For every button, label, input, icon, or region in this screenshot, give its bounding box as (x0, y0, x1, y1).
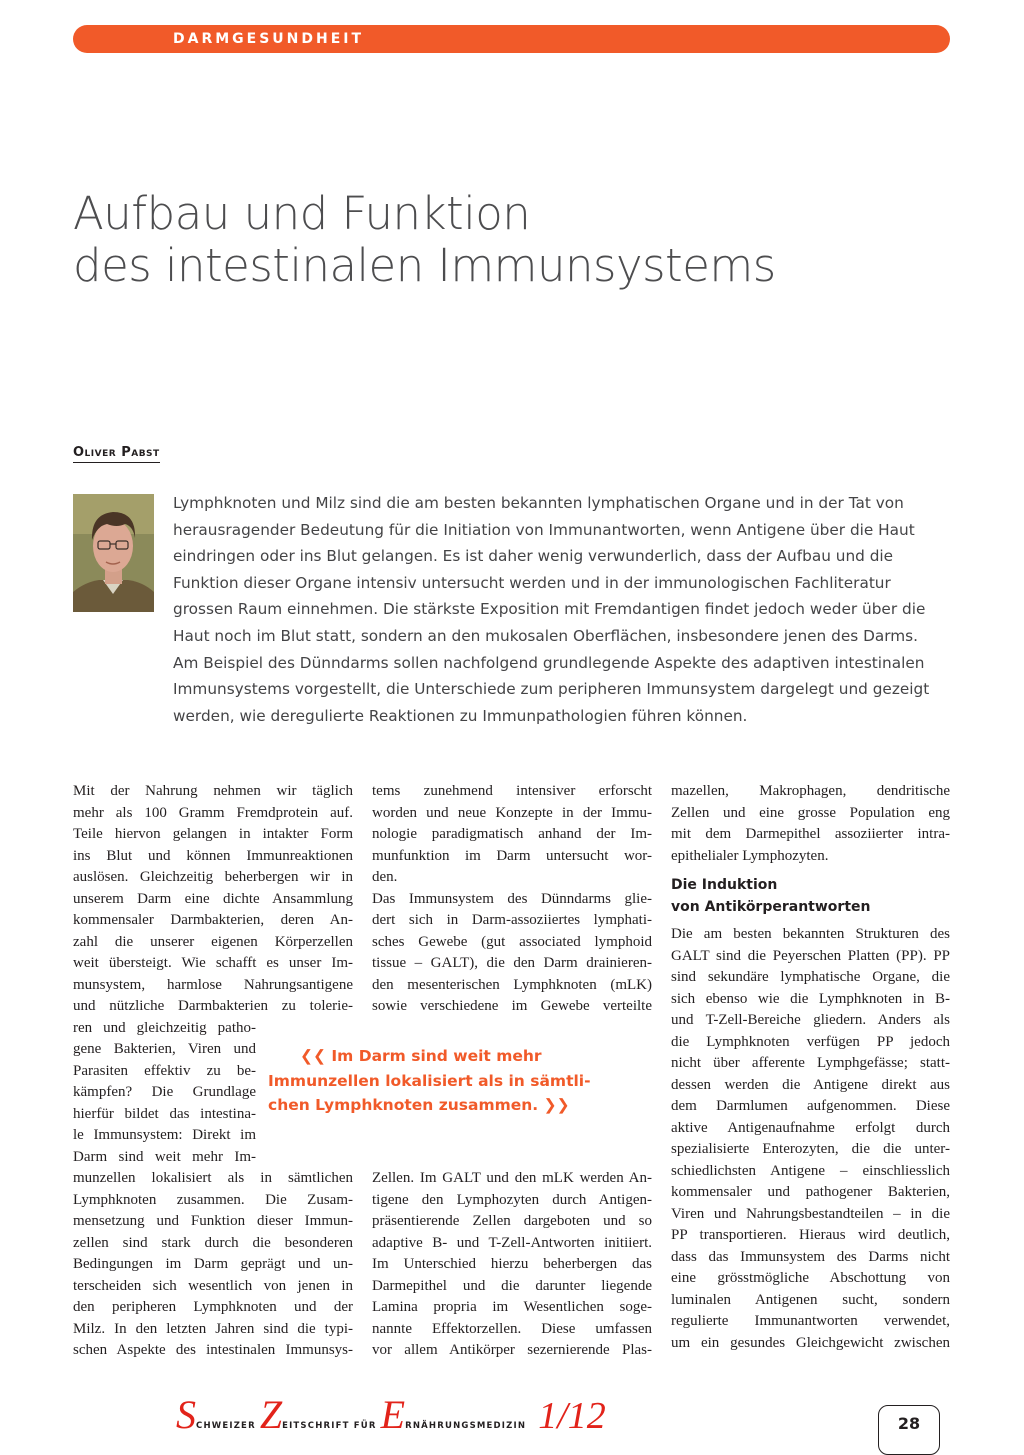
text-line: die Lymphknoten verfügen PP jedoch (671, 1033, 950, 1050)
text-line: nicht über afferente Lymphgefässe; statt- (671, 1055, 950, 1071)
text-line: sches Gewebe (gut associated lymphoid (372, 933, 652, 950)
text-line: Viren und Nahrungsbestandteilen – in die (671, 1205, 950, 1222)
text-line: mazellen, Makrophagen, dendritische (671, 783, 950, 799)
text-line: Zellen und eine grosse Population eng (671, 804, 950, 821)
text-line: unserem Darm eine dichte Ansammlung (73, 890, 353, 907)
text-line: Im Unterschied hierzu beherbergen das (372, 1256, 652, 1272)
text-line: und nützliche Darmbakterien zu tolerie- (73, 998, 353, 1014)
lead-line: Immunsystems vorgestellt, die Unterschiede zum peripheren Immunsystem dargelegt und gezeigt (173, 680, 930, 699)
lead-line: Funktion dieser Organe intensiv untersucht werden und in der immunologischen Fachliteratur (173, 573, 891, 592)
text-line: spezialisierte Enterozyten, die die unter- (671, 1141, 950, 1157)
issue-number: 1/12 (538, 1395, 606, 1437)
text-line: zahl die unserer eigenen Körperzellen (73, 933, 353, 950)
text-line: Parasiten effektiv zu be- (73, 1062, 256, 1079)
lead-line: grossen Raum einnehmen. Die stärkste Exposition mit Fremdantigen findet jedoch weder über die (173, 600, 926, 619)
text-line: sind sekundäre lymphatische Organe, die (671, 969, 950, 985)
title-line-2: des intestinalen Immunsystems (73, 239, 776, 292)
text-line: Die am besten bekannten Strukturen des (671, 926, 950, 942)
text-line: präsentierende Zellen dargeboten und so (372, 1213, 652, 1229)
text-line: eine grösstmögliche Abschottung von (671, 1270, 950, 1286)
text-line: mit dem Darmepithel assoziierter intra- (671, 826, 950, 842)
text-line: gene Bakterien, Viren und (73, 1041, 256, 1057)
title-line-1: Aufbau und Funktion (73, 187, 531, 240)
lead-paragraph (173, 490, 951, 729)
lead-line: Lymphknoten und Milz sind die am besten bekannten lymphatischen Organe und in der Tat von (173, 494, 904, 512)
text-line: auslösen. Gleichzeitig beherbergen wir in (73, 869, 353, 885)
text-line: tigene den Lymphozyten durch Antigen- (372, 1191, 652, 1208)
section-header-bar (73, 25, 950, 53)
text-line: luminalen Antigenen sucht, sondern (671, 1291, 950, 1308)
lead-line: werden, wie deregulierte Reaktionen zu Immunpathologien führen können. (173, 706, 748, 725)
text-line: Teile hiervon gelangen in intakter Form (73, 826, 353, 842)
text-line: tissue – GALT), die den Darm drainieren- (372, 955, 652, 971)
text-line: Bedingungen im Darm geprägt und un- (73, 1256, 353, 1272)
text-line: vor allem Antikörper sezernierende Plas- (372, 1342, 652, 1358)
author-portrait-icon (73, 494, 154, 612)
text-line: dessen werden die Antigene direkt aus (671, 1076, 950, 1093)
text-line: zellen sind stark durch die besonderen (73, 1234, 353, 1251)
text-line: aktive Antigenaufnahme erfolgt durch (671, 1119, 950, 1136)
text-line: Das Immunsystem des Dünndarms glie- (372, 890, 652, 907)
text-line: munzellen lokalisiert als in sämtlichen (73, 1170, 353, 1186)
column-2-top (372, 781, 652, 1018)
text-line: ins Blut und können Immunreaktionen (73, 847, 353, 864)
text-line: dem Darmlumen aufgenommen. Diese (671, 1098, 950, 1114)
text-line: schen Aspekte des intestinalen Immunsys- (73, 1342, 353, 1358)
text-line: nologie paradigmatisch anhand der Im- (372, 826, 652, 842)
text-line: Lymphknoten zusammen. Die Zusam- (73, 1191, 353, 1208)
text-line: kommensaler und pathogener Bakterien, (671, 1184, 950, 1200)
text-line: nannte Effektorzellen. Diese umfassen (372, 1320, 652, 1337)
text-line: Zellen. Im GALT und den mLK werden An- (372, 1170, 652, 1186)
text-line: den mesenterischen Lymphknoten (mLK) (372, 976, 652, 993)
lead-line: Am Beispiel des Dünndarms sollen nachfolgend grundlegende Aspekte des adaptiven intestinalen (173, 653, 925, 672)
text-line: Darm sind weit mehr Im- (73, 1148, 256, 1165)
text-line: und T-Zell-Bereiche gliedern. Anders als (671, 1012, 950, 1028)
author-name: Oliver Pabst (73, 445, 160, 463)
text-line: um ein gesundes Gleichgewicht zwischen (671, 1334, 950, 1351)
pull-quote-line-1: ❮❮ Im Darm sind weit mehr (300, 1047, 542, 1065)
text-line: worden und neue Konzepte in der Immu- (372, 804, 652, 821)
text-line: ren und gleichzeitig patho- (73, 1019, 256, 1036)
column-3 (671, 781, 950, 1354)
text-line: dert sich in Darm-assoziiertes lymphati- (372, 912, 652, 928)
text-line: kämpfen? Die Grundlage (73, 1084, 256, 1100)
text-line: Mit der Nahrung nehmen wir täglich (73, 783, 353, 799)
author-photo (73, 494, 154, 612)
text-line: den. (372, 869, 398, 885)
text-line: le Immunsystem: Direkt im (73, 1127, 256, 1143)
lead-line: eindringen oder ins Blut gelangen. Es ist daher wenig verwunderlich, dass der Aufbau und die (173, 547, 894, 566)
text-line: epithelialer Lymphozyten. (671, 847, 829, 864)
column-2-bottom (372, 1168, 652, 1362)
lead-line: herausragender Bedeutung für die Initiation von Immunantworten, wenn Antigene über die Haut (173, 520, 915, 539)
pull-quote-line-2: Immunzellen lokalisiert als in sämtli- (268, 1071, 591, 1090)
pull-quote-line-3: chen Lymphknoten zusammen. ❯❯ (268, 1096, 570, 1114)
text-line: mehr als 100 Gramm Fremdprotein auf. (73, 804, 353, 821)
text-line: regulierte Immunantworten verwendet, (671, 1313, 950, 1329)
text-line: Darmepithel und die darunter liegende (372, 1277, 652, 1294)
text-line: kommensaler Darmbakterien, deren An- (73, 912, 353, 928)
text-line: Milz. In den letzten Jahren sind die typi- (73, 1320, 353, 1337)
text-line: sowie verschiedene im Gewebe verteilte (372, 998, 652, 1014)
subheading: Die Induktion von Antikörperantworten (671, 877, 871, 915)
text-line: PP transportieren. Hieraus wird deutlich, (671, 1227, 950, 1243)
text-line: GALT sind die Peyerschen Platten (PP). PP (671, 947, 950, 964)
text-line: den peripheren Lymphknoten und der (73, 1299, 353, 1315)
article-title (73, 188, 776, 292)
quote-open-icon: ❮❮ (300, 1047, 326, 1065)
lead-line: Haut noch im Blut statt, sondern an den mukosalen Oberflächen, insbesondere jenen des Darms. (173, 626, 918, 645)
quote-close-icon: ❯❯ (543, 1096, 570, 1114)
text-line: sich ebenso wie die Lymphknoten in B- (671, 990, 950, 1007)
text-line: weit übersteigt. Wie schafft es unser Im- (73, 955, 353, 971)
page-number: 28 (897, 1414, 921, 1433)
text-line: munfunktion im Darm untersucht wor- (372, 847, 652, 864)
text-line: mensetzung und Funktion dieser Immun- (73, 1213, 353, 1229)
text-line: tems zunehmend intensiver erforscht (372, 783, 652, 799)
text-line: munsystem, harmlose Nahrungsantigene (73, 976, 353, 993)
text-line: schiedlichsten Antigene – einschliesslich (671, 1162, 950, 1179)
text-line: hierfür bildet das intestina- (73, 1105, 256, 1122)
text-line: Lamina propria im Wesentlichen soge- (372, 1299, 652, 1315)
journal-brand: SCHWEIZER ZEITSCHRIFT FÜR ERNÄHRUNGSMEDIZIN 1/12 (176, 1392, 606, 1437)
pull-quote (268, 1044, 618, 1118)
text-line: dass das Immunsystem des Darms nicht (671, 1248, 950, 1265)
text-line: terscheiden sich wesentlich von jenen in (73, 1277, 353, 1294)
section-label: DARMGESUNDHEIT (173, 31, 365, 47)
text-line: adaptive B- und T-Zell-Antworten initiiert. (372, 1234, 652, 1251)
